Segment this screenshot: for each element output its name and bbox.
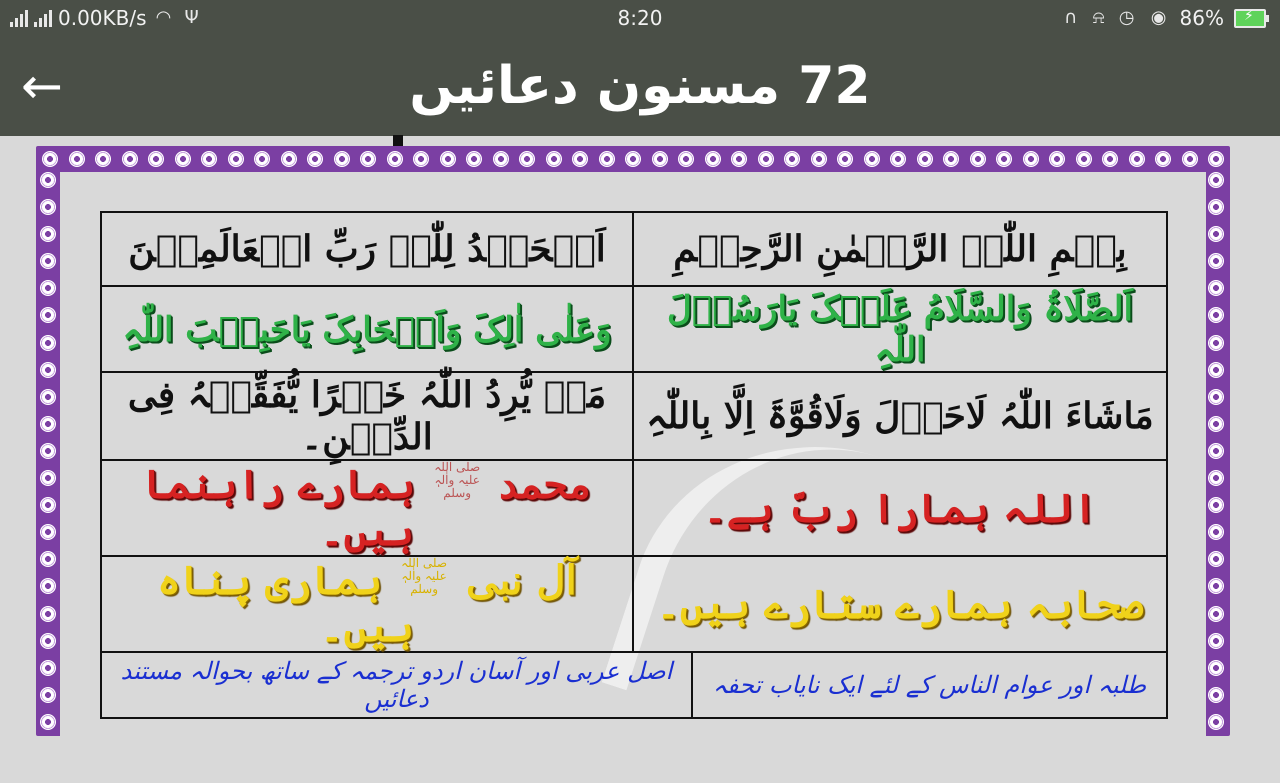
flower-ornament — [1208, 416, 1224, 432]
flower-ornament — [1208, 633, 1224, 649]
flower-ornament — [1208, 443, 1224, 459]
flower-ornament — [1208, 470, 1224, 486]
dua-cell: وَعَلٰی اٰلِکَ وَاَصۡحَابِکَ یَاحَبِیۡبَ اللّٰہِ — [101, 286, 633, 372]
flower-ornament — [40, 606, 56, 622]
flower-ornament — [40, 226, 56, 242]
flower-ornament — [40, 687, 56, 703]
flower-ornament — [40, 660, 56, 676]
flower-ornament — [1208, 687, 1224, 703]
flower-ornament — [334, 151, 350, 167]
dua-cell: مَاشَاءَ اللّٰہُ لَاحَوۡلَ وَلَاقُوَّۃَ اِلَّا بِاللّٰہِ — [633, 372, 1167, 460]
flower-ornament — [1208, 253, 1224, 269]
flower-ornament — [652, 151, 668, 167]
dua-cell: اَلصَّلَاۃُ وَالسَّلَامُ عَلَیۡکَ یَارَسُوۡلَ اللّٰہِ — [633, 286, 1167, 372]
flower-ornament — [572, 151, 588, 167]
flower-ornament — [1129, 151, 1145, 167]
network-speed: 0.00KB/s — [58, 6, 147, 30]
battery-percent: 86% — [1179, 6, 1224, 30]
flower-ornament — [40, 470, 56, 486]
table-row — [101, 372, 1167, 460]
flower-ornament — [1208, 497, 1224, 513]
flower-ornament — [678, 151, 694, 167]
flower-ornament — [1208, 280, 1224, 296]
flower-ornament — [281, 151, 297, 167]
flower-ornament — [254, 151, 270, 167]
flower-ornament — [1208, 151, 1224, 167]
flower-ornament — [228, 151, 244, 167]
flower-ornament — [40, 280, 56, 296]
flower-ornament — [40, 335, 56, 351]
flower-ornament — [1208, 714, 1224, 730]
table-row — [101, 212, 1167, 286]
flower-ornament — [625, 151, 641, 167]
flower-ornament — [546, 151, 562, 167]
honorific-seal: صلی اللہ علیہ واٰلہٖ وسلم — [401, 556, 448, 596]
flower-ornament — [811, 151, 827, 167]
dua-cell: اَلۡحَمۡدُ لِلّٰہِ رَبِّ الۡعَالَمِیۡنَ — [101, 212, 633, 286]
flower-ornament — [1102, 151, 1118, 167]
table-row — [101, 460, 1167, 556]
flower-ornament — [731, 151, 747, 167]
dua-text: آل نبی — [466, 557, 577, 604]
dua-cell — [101, 556, 633, 652]
status-bar-right — [1060, 6, 1266, 30]
flower-ornament — [175, 151, 191, 167]
flower-ornament — [758, 151, 774, 167]
back-arrow-icon: ← — [21, 57, 63, 115]
flower-ornament — [466, 151, 482, 167]
flower-ornament — [1208, 335, 1224, 351]
flower-ornament — [40, 443, 56, 459]
dua-cell: مَنۡ یُّرِدُ اللّٰہُ خَیۡرًا یُّفَقِّھۡہُ فِی الدِّیۡنِ۔ — [101, 372, 633, 460]
flower-ornament — [1208, 389, 1224, 405]
flower-ornament — [996, 151, 1012, 167]
status-bar — [0, 0, 1280, 36]
dua-cell: بِسۡمِ اللّٰہِ الرَّحۡمٰنِ الرَّحِیۡمِ — [633, 212, 1167, 286]
flower-ornament — [360, 151, 376, 167]
flower-ornament — [40, 578, 56, 594]
flower-ornament — [201, 151, 217, 167]
flower-ornament — [40, 551, 56, 567]
flower-ornament — [40, 362, 56, 378]
alarm-icon: ◷ — [1118, 7, 1135, 28]
flower-ornament — [1208, 362, 1224, 378]
dua-text: ہمارے راہنما ہیں۔ — [143, 461, 416, 555]
frame-flower-border-right — [1208, 172, 1226, 730]
footer-cell — [101, 652, 1167, 718]
flower-ornament — [1208, 172, 1224, 188]
flower-ornament — [1208, 226, 1224, 242]
flower-ornament — [40, 416, 56, 432]
flower-ornament — [1155, 151, 1171, 167]
flower-ornament — [1208, 578, 1224, 594]
flower-ornament — [599, 151, 615, 167]
notifications-off-icon: ⍾ — [1092, 7, 1105, 28]
flower-ornament — [387, 151, 403, 167]
frame-flower-border-left — [40, 172, 58, 730]
flower-ornament — [1049, 151, 1065, 167]
flower-ornament — [95, 151, 111, 167]
flower-ornament — [1208, 524, 1224, 540]
table-row — [101, 556, 1167, 652]
flower-ornament — [40, 389, 56, 405]
wifi-icon: ◠ — [155, 7, 172, 28]
table-row — [101, 286, 1167, 372]
flower-ornament — [1208, 606, 1224, 622]
dua-text: محمد — [499, 461, 591, 508]
clock: 8:20 — [617, 6, 663, 30]
flower-ornament — [40, 524, 56, 540]
flower-ornament — [413, 151, 429, 167]
flower-ornament — [40, 497, 56, 513]
flower-ornament — [440, 151, 456, 167]
honorific-seal: صلی اللہ علیہ واٰلہٖ وسلم — [434, 460, 481, 500]
dua-table — [100, 211, 1168, 719]
flower-ornament — [40, 172, 56, 188]
battery-charging-icon: ⚡ — [1234, 9, 1266, 28]
footer-left-text: اصل عربی اور آسان اردو ترجمہ کے ساتھ بحوالہ مستند دعائیں — [102, 653, 693, 717]
flower-ornament — [42, 151, 58, 167]
flower-ornament — [917, 151, 933, 167]
flower-ornament — [519, 151, 535, 167]
flower-ornament — [40, 199, 56, 215]
dua-cell — [101, 460, 633, 556]
flower-ornament — [1182, 151, 1198, 167]
dua-cell: صحابہ ہمارے ستارے ہیں۔ — [633, 556, 1167, 652]
flower-ornament — [784, 151, 800, 167]
flower-ornament — [1208, 199, 1224, 215]
flower-ornament — [40, 307, 56, 323]
flower-ornament — [837, 151, 853, 167]
flower-ornament — [1208, 551, 1224, 567]
frame-flower-border-top — [42, 151, 1224, 169]
flower-ornament — [1023, 151, 1039, 167]
app-bar — [0, 36, 1280, 136]
headset-icon: ∩ — [1063, 7, 1078, 28]
flower-ornament — [1208, 660, 1224, 676]
flower-ornament — [943, 151, 959, 167]
flower-ornament — [705, 151, 721, 167]
table-row — [101, 652, 1167, 718]
page-title: 72 مسنون دعائیں — [409, 56, 871, 116]
flower-ornament — [40, 714, 56, 730]
flower-ornament — [40, 633, 56, 649]
flower-ornament — [122, 151, 138, 167]
flower-ornament — [970, 151, 986, 167]
flower-ornament — [1076, 151, 1092, 167]
eye-icon: ◉ — [1150, 7, 1167, 28]
flower-ornament — [864, 151, 880, 167]
dua-text: ہماری پناہ ہیں۔ — [157, 557, 414, 651]
flower-ornament — [40, 253, 56, 269]
flower-ornament — [890, 151, 906, 167]
flower-ornament — [1208, 307, 1224, 323]
footer-right-text: طلبہ اور عوام الناس کے لئے ایک نایاب تحفہ — [712, 671, 1147, 699]
dua-cell: اللہ ہمارا ربّ ہے۔ — [633, 460, 1167, 556]
usb-icon: Ψ — [184, 7, 199, 28]
flower-ornament — [148, 151, 164, 167]
flower-ornament — [69, 151, 85, 167]
flower-ornament — [493, 151, 509, 167]
flower-ornament — [307, 151, 323, 167]
